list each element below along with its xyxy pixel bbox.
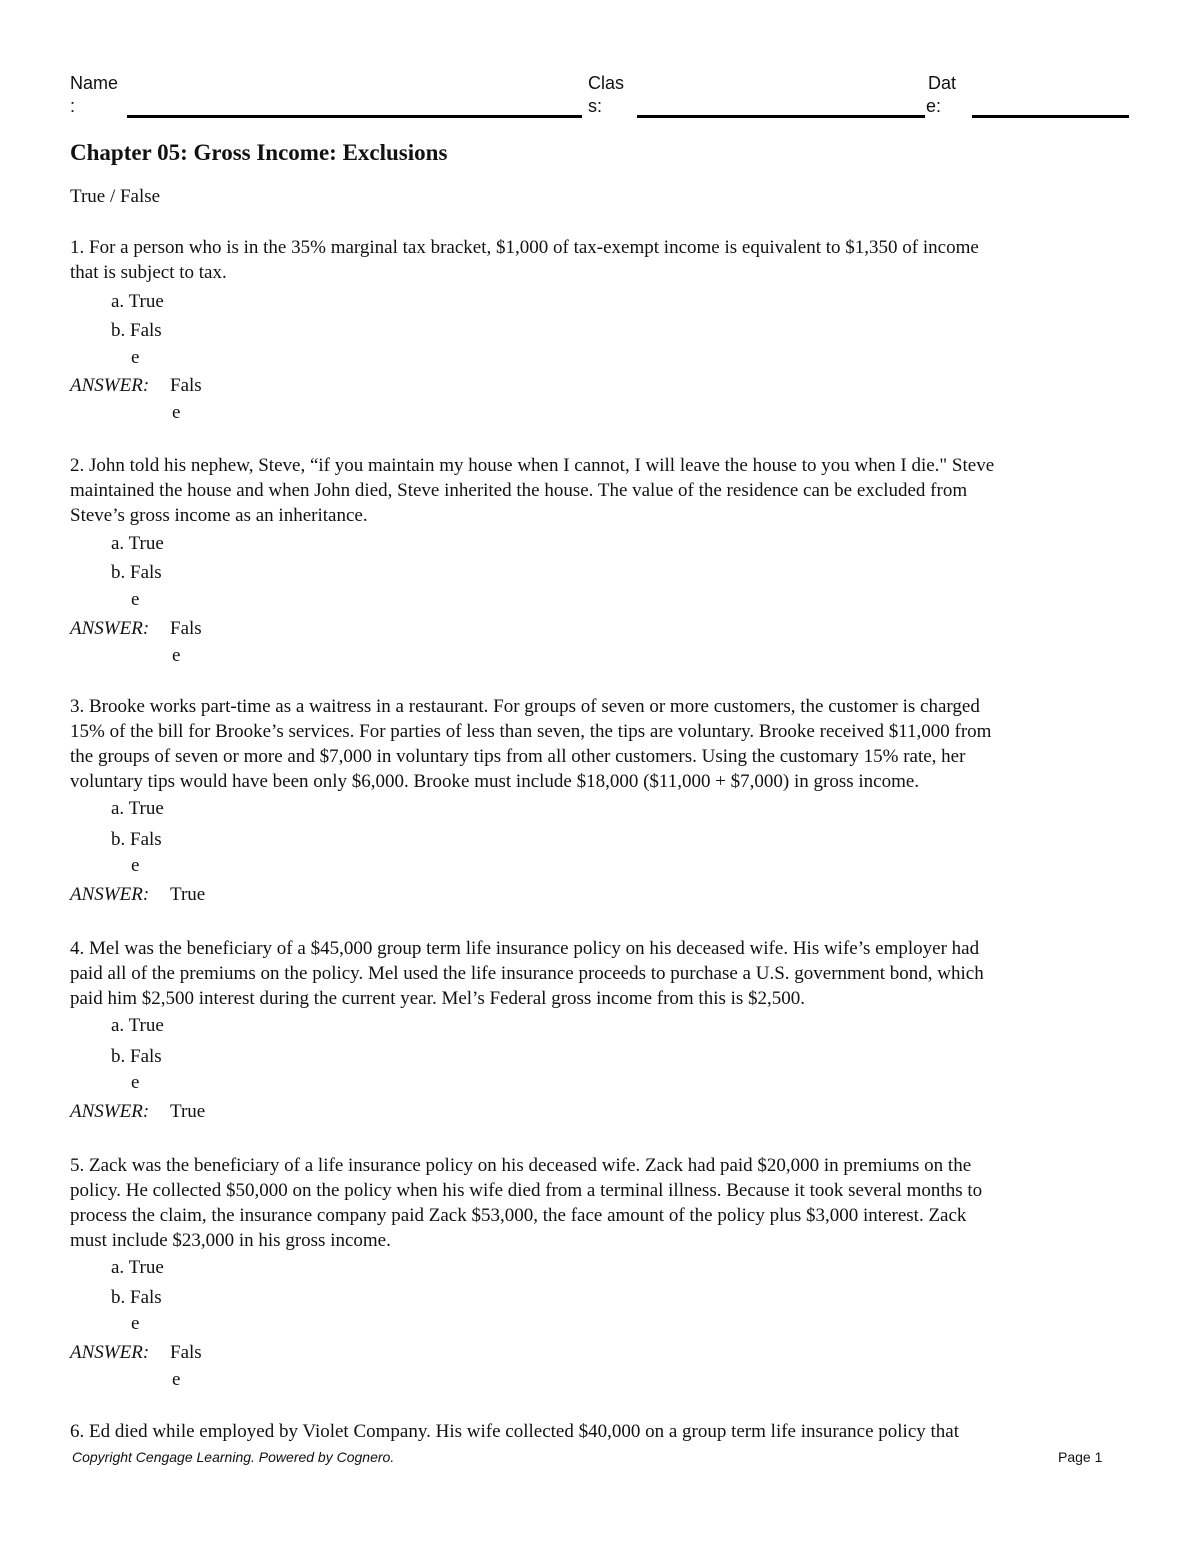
answer-label: ANSWER:: [70, 884, 150, 905]
option-a[interactable]: a. True: [111, 1015, 164, 1036]
footer-copyright: Copyright Cengage Learning. Powered by Cognero.: [72, 1449, 395, 1465]
answer-label: ANSWER:: [70, 1101, 150, 1122]
name-label-colon: :: [70, 96, 76, 116]
question-line: 3. Brooke works part-time as a waitress in a restaurant. For groups of seven or more customers, the customer is charged: [70, 696, 980, 717]
question-line: 4. Mel was the beneficiary of a $45,000 group term life insurance policy on his deceased wife. His wife’s employer had: [70, 938, 980, 959]
option-a[interactable]: a. True: [111, 291, 164, 312]
footer-page-number: Page 1: [1058, 1449, 1103, 1465]
question-line: 5. Zack was the beneficiary of a life insurance policy on his deceased wife. Zack had paid $20,000 in premiums on the: [70, 1155, 972, 1176]
question-text: [70, 936, 1130, 1011]
question-line: voluntary tips would have been only $6,000. Brooke must include $18,000 ($11,000 + $7,000) in gross income.: [70, 771, 920, 792]
question-line: process the claim, the insurance company paid Zack $53,000, the face amount of the policy plus $3,000 interest. Zack: [70, 1205, 967, 1226]
question-line: paid him $2,500 interest during the current year. Mel’s Federal gross income from this is $2,500.: [70, 988, 806, 1009]
date-input-line[interactable]: [972, 115, 1129, 118]
option-b-wrap: e: [131, 855, 140, 876]
answer-value: Fals: [170, 375, 202, 396]
question-text: [70, 1419, 1130, 1444]
answer-value: True: [170, 1101, 206, 1122]
option-b[interactable]: b. Fals: [111, 562, 162, 583]
question-line: policy. He collected $50,000 on the policy when his wife died from a terminal illness. Because it took several months to: [70, 1180, 983, 1201]
option-a[interactable]: a. True: [111, 798, 164, 819]
option-b-wrap: e: [131, 589, 140, 610]
answer-value-wrap: e: [172, 1369, 181, 1390]
option-b-wrap: e: [131, 347, 140, 368]
question-line: that is subject to tax.: [70, 262, 227, 283]
question-line: 15% of the bill for Brooke’s services. For parties of less than seven, the tips are voluntary. Brooke received $11,000 from: [70, 721, 992, 742]
question-text: [70, 1153, 1130, 1253]
question-line: the groups of seven or more and $7,000 in voluntary tips from all other customers. Using the customary 15% rate, her: [70, 746, 966, 767]
option-b[interactable]: b. Fals: [111, 829, 162, 850]
answer-value: Fals: [170, 1342, 202, 1363]
question-text: [70, 235, 1130, 285]
question-text: [70, 453, 1130, 528]
option-b[interactable]: b. Fals: [111, 1287, 162, 1308]
question-line: 6. Ed died while employed by Violet Company. His wife collected $40,000 on a group term life insurance policy that: [70, 1421, 960, 1442]
answer-value: True: [170, 884, 206, 905]
section-heading: True / False: [70, 186, 161, 207]
answer-value: Fals: [170, 618, 202, 639]
question-line: paid all of the premiums on the policy. Mel used the life insurance proceeds to purchase a U.S. government bond, which: [70, 963, 984, 984]
option-b[interactable]: b. Fals: [111, 320, 162, 341]
option-a[interactable]: a. True: [111, 533, 164, 554]
class-label: Clas: [588, 73, 625, 93]
option-a[interactable]: a. True: [111, 1257, 164, 1278]
chapter-title: Chapter 05: Gross Income: Exclusions: [70, 140, 448, 165]
option-b-wrap: e: [131, 1313, 140, 1334]
question-line: Steve’s gross income as an inheritance.: [70, 505, 368, 526]
question-line: must include $23,000 in his gross income.: [70, 1230, 391, 1251]
answer-value-wrap: e: [172, 645, 181, 666]
answer-label: ANSWER:: [70, 618, 150, 639]
answer-label: ANSWER:: [70, 1342, 150, 1363]
option-b-wrap: e: [131, 1072, 140, 1093]
question-text: [70, 694, 1130, 794]
class-label-suffix: s:: [588, 96, 603, 116]
answer-value-wrap: e: [172, 402, 181, 423]
answer-label: ANSWER:: [70, 375, 150, 396]
class-input-line[interactable]: [637, 115, 925, 118]
question-line: 1. For a person who is in the 35% marginal tax bracket, $1,000 of tax-exempt income is equivalent to $1,350 of income: [70, 237, 979, 258]
name-input-line[interactable]: [127, 115, 582, 118]
question-line: maintained the house and when John died, Steve inherited the house. The value of the residence can be excluded from: [70, 480, 968, 501]
date-label: Dat: [928, 73, 957, 93]
question-line: 2. John told his nephew, Steve, “if you maintain my house when I cannot, I will leave the house to you when I die." Steve: [70, 455, 995, 476]
name-label: Name: [70, 73, 119, 93]
option-b[interactable]: b. Fals: [111, 1046, 162, 1067]
date-label-suffix: e:: [926, 96, 942, 116]
